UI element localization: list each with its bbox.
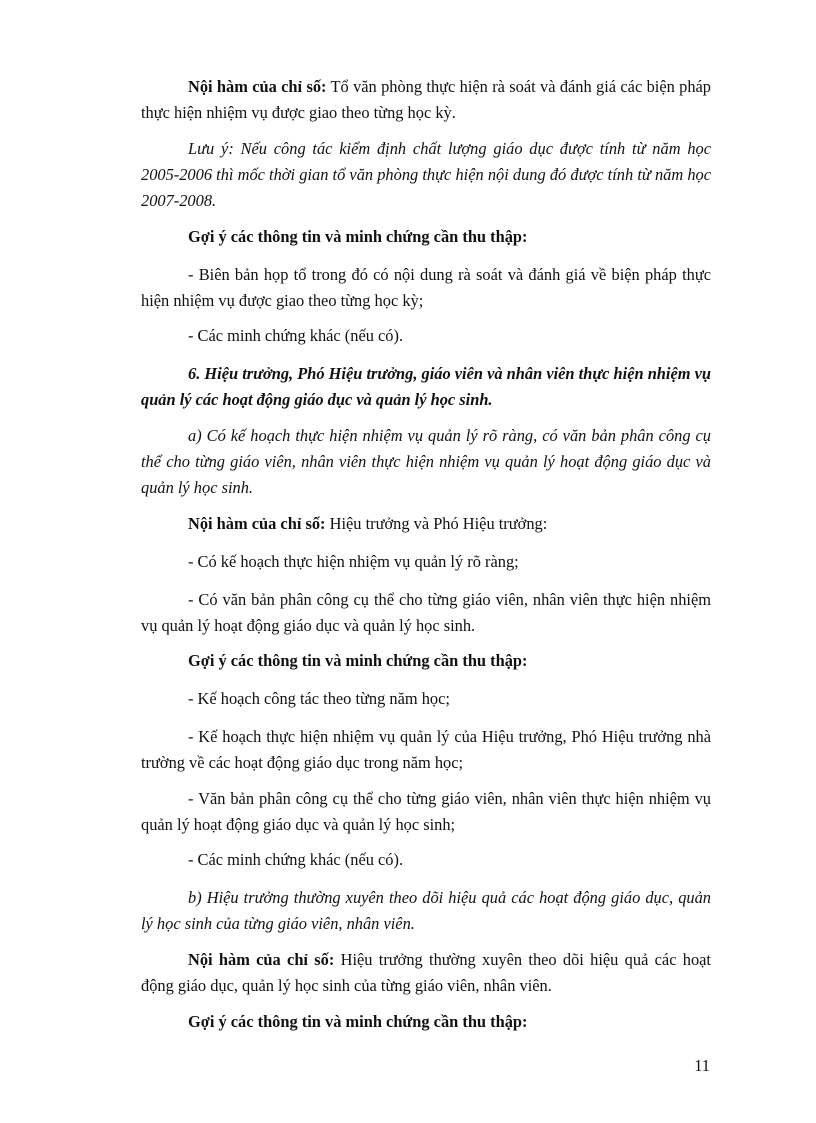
- paragraph-text: Hiệu trưởng và Phó Hiệu trưởng:: [325, 514, 548, 533]
- section-heading-6: 6. Hiệu trưởng, Phó Hiệu trưởng, giáo viên và nhân viên thực hiện nhiệm vụ quản lý các hoạt động giáo dục và quản lý học sinh.: [141, 364, 711, 409]
- heading-goi-y-1: Gợi ý các thông tin và minh chứng cần thu thập:: [188, 227, 528, 246]
- label-noi-ham: Nội hàm của chỉ số:: [188, 514, 326, 533]
- list-item-van-ban-phan-cong-1: - Có văn bản phân công cụ thể cho từng giáo viên, nhân viên thực hiện nhiệm vụ quản lý hoạt động giáo dục và quản lý học sinh.: [141, 590, 711, 635]
- list-item-ke-hoach-quan-ly: - Kế hoạch thực hiện nhiệm vụ quản lý của Hiệu trưởng, Phó Hiệu trưởng nhà trường về các hoạt động giáo dục trong năm học;: [141, 727, 711, 772]
- paragraph-noi-ham-1: [141, 74, 711, 126]
- page-number: 11: [694, 1056, 710, 1075]
- list-item-ke-hoach-ro-rang: - Có kế hoạch thực hiện nhiệm vụ quản lý rõ ràng;: [188, 552, 519, 571]
- heading-goi-y-3: Gợi ý các thông tin và minh chứng cần thu thập:: [188, 1012, 528, 1031]
- label-noi-ham: Nội hàm của chỉ số:: [188, 77, 327, 96]
- paragraph-text: Tổ văn phòng thực hiện rà soát và đánh giá các biện pháp thực hiện nhiệm vụ được giao theo từng học kỳ.: [141, 77, 711, 122]
- list-item-ke-hoach-cong-tac: - Kế hoạch công tác theo từng năm học;: [188, 689, 450, 708]
- criterion-a: a) Có kế hoạch thực hiện nhiệm vụ quản lý rõ ràng, có văn bản phân công cụ thể cho từng giáo viên, nhân viên thực hiện nhiệm vụ quản lý hoạt động giáo dục và quản lý học sinh.: [141, 426, 711, 497]
- paragraph-noi-ham-3: [141, 947, 711, 999]
- criterion-b: b) Hiệu trưởng thường xuyên theo dõi hiệu quả các hoạt động giáo dục, quản lý học sinh của từng giáo viên, nhân viên.: [141, 888, 711, 933]
- heading-goi-y-2: Gợi ý các thông tin và minh chứng cần thu thập:: [188, 651, 528, 670]
- list-item-bien-ban: - Biên bản họp tổ trong đó có nội dung rà soát và đánh giá về biện pháp thực hiện nhiệm vụ được giao theo từng học kỳ;: [141, 265, 711, 310]
- note-paragraph: Lưu ý: Nếu công tác kiểm định chất lượng giáo dục được tính từ năm học 2005-2006 thì mốc thời gian tổ văn phòng thực hiện nội dung đó được tính từ năm học 2007-2008.: [141, 139, 711, 210]
- label-noi-ham: Nội hàm của chỉ số:: [188, 950, 335, 969]
- list-item-minh-chung-khac-1: - Các minh chứng khác (nếu có).: [188, 326, 404, 345]
- list-item-minh-chung-khac-2: - Các minh chứng khác (nếu có).: [188, 850, 404, 869]
- paragraph-noi-ham-2: [141, 511, 711, 537]
- list-item-van-ban-phan-cong-2: - Văn bản phân công cụ thể cho từng giáo viên, nhân viên thực hiện nhiệm vụ quản lý hoạt động giáo dục và quản lý học sinh;: [141, 789, 711, 834]
- paragraph-text: Hiệu trưởng thường xuyên theo dõi hiệu quả các hoạt động giáo dục, quản lý học sinh của từng giáo viên, nhân viên.: [141, 950, 711, 995]
